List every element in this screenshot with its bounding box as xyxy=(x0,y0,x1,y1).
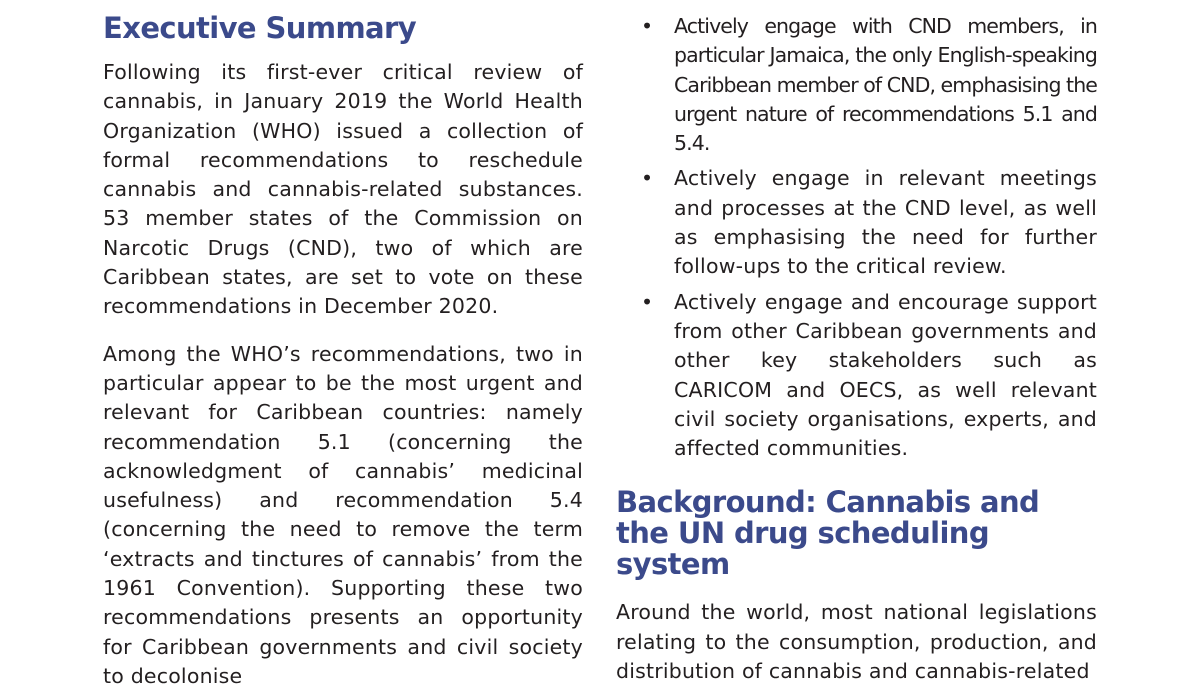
left-column xyxy=(103,0,583,691)
list-item-text: Actively engage and encourage support from other Caribbean governments and other key stakeholders such as CARICOM and OECS, as well relevant civil society organisations, experts, and affected communities. xyxy=(674,289,1097,461)
summary-paragraph-2: Among the WHO’s recommendations, two in particular appear to be the most urgent and relevant for Caribbean countries: namely recommendation 5.1 (concerning the acknowledgment of cannabis’ medicinal usefulness) and recommendation 5.4 (concerning the need to remove the term ‘extracts and tinctures of cannabis’ from the 1961 Convention). Supporting these two recommendations presents an opportunity for Caribbean governments and civil society to decolonise xyxy=(103,341,583,688)
list-item-text: Actively engage with CND members, in particular Jamaica, the only English-speaking Caribbean member of CND, emphasising the urgent nature of recommendations 5.1 and 5.4. xyxy=(674,14,1097,156)
recommendations-list xyxy=(616,0,1097,463)
bullet-icon: • xyxy=(641,166,654,191)
list-item xyxy=(616,288,1097,464)
summary-paragraph-1: Following its first-ever critical review of cannabis, in January 2019 the World Health Organization (WHO) issued a collection of formal recommendations to reschedule cannabis and cannabis-related substances. 53 member states of the Commission on Narcotic Drugs (CND), two of which are Caribbean states, are set to vote on these recommendations in December 2020. xyxy=(103,60,583,319)
bullet-icon: • xyxy=(641,289,654,314)
executive-summary-heading: Executive Summary xyxy=(103,11,417,45)
bullet-icon: • xyxy=(641,14,654,38)
list-item xyxy=(616,12,1097,158)
list-item-text: Actively engage in relevant meetings and processes at the CND level, as well as emphasising the need for further follow-ups to the critical review. xyxy=(674,166,1097,279)
background-heading: Background: Cannabis and the UN drug scheduling system xyxy=(616,485,1040,582)
background-paragraph: Around the world, most national legislations relating to the consumption, production, and distribution of cannabis and cannabis-related xyxy=(616,600,1097,684)
list-item xyxy=(616,164,1097,281)
right-column xyxy=(616,0,1097,686)
